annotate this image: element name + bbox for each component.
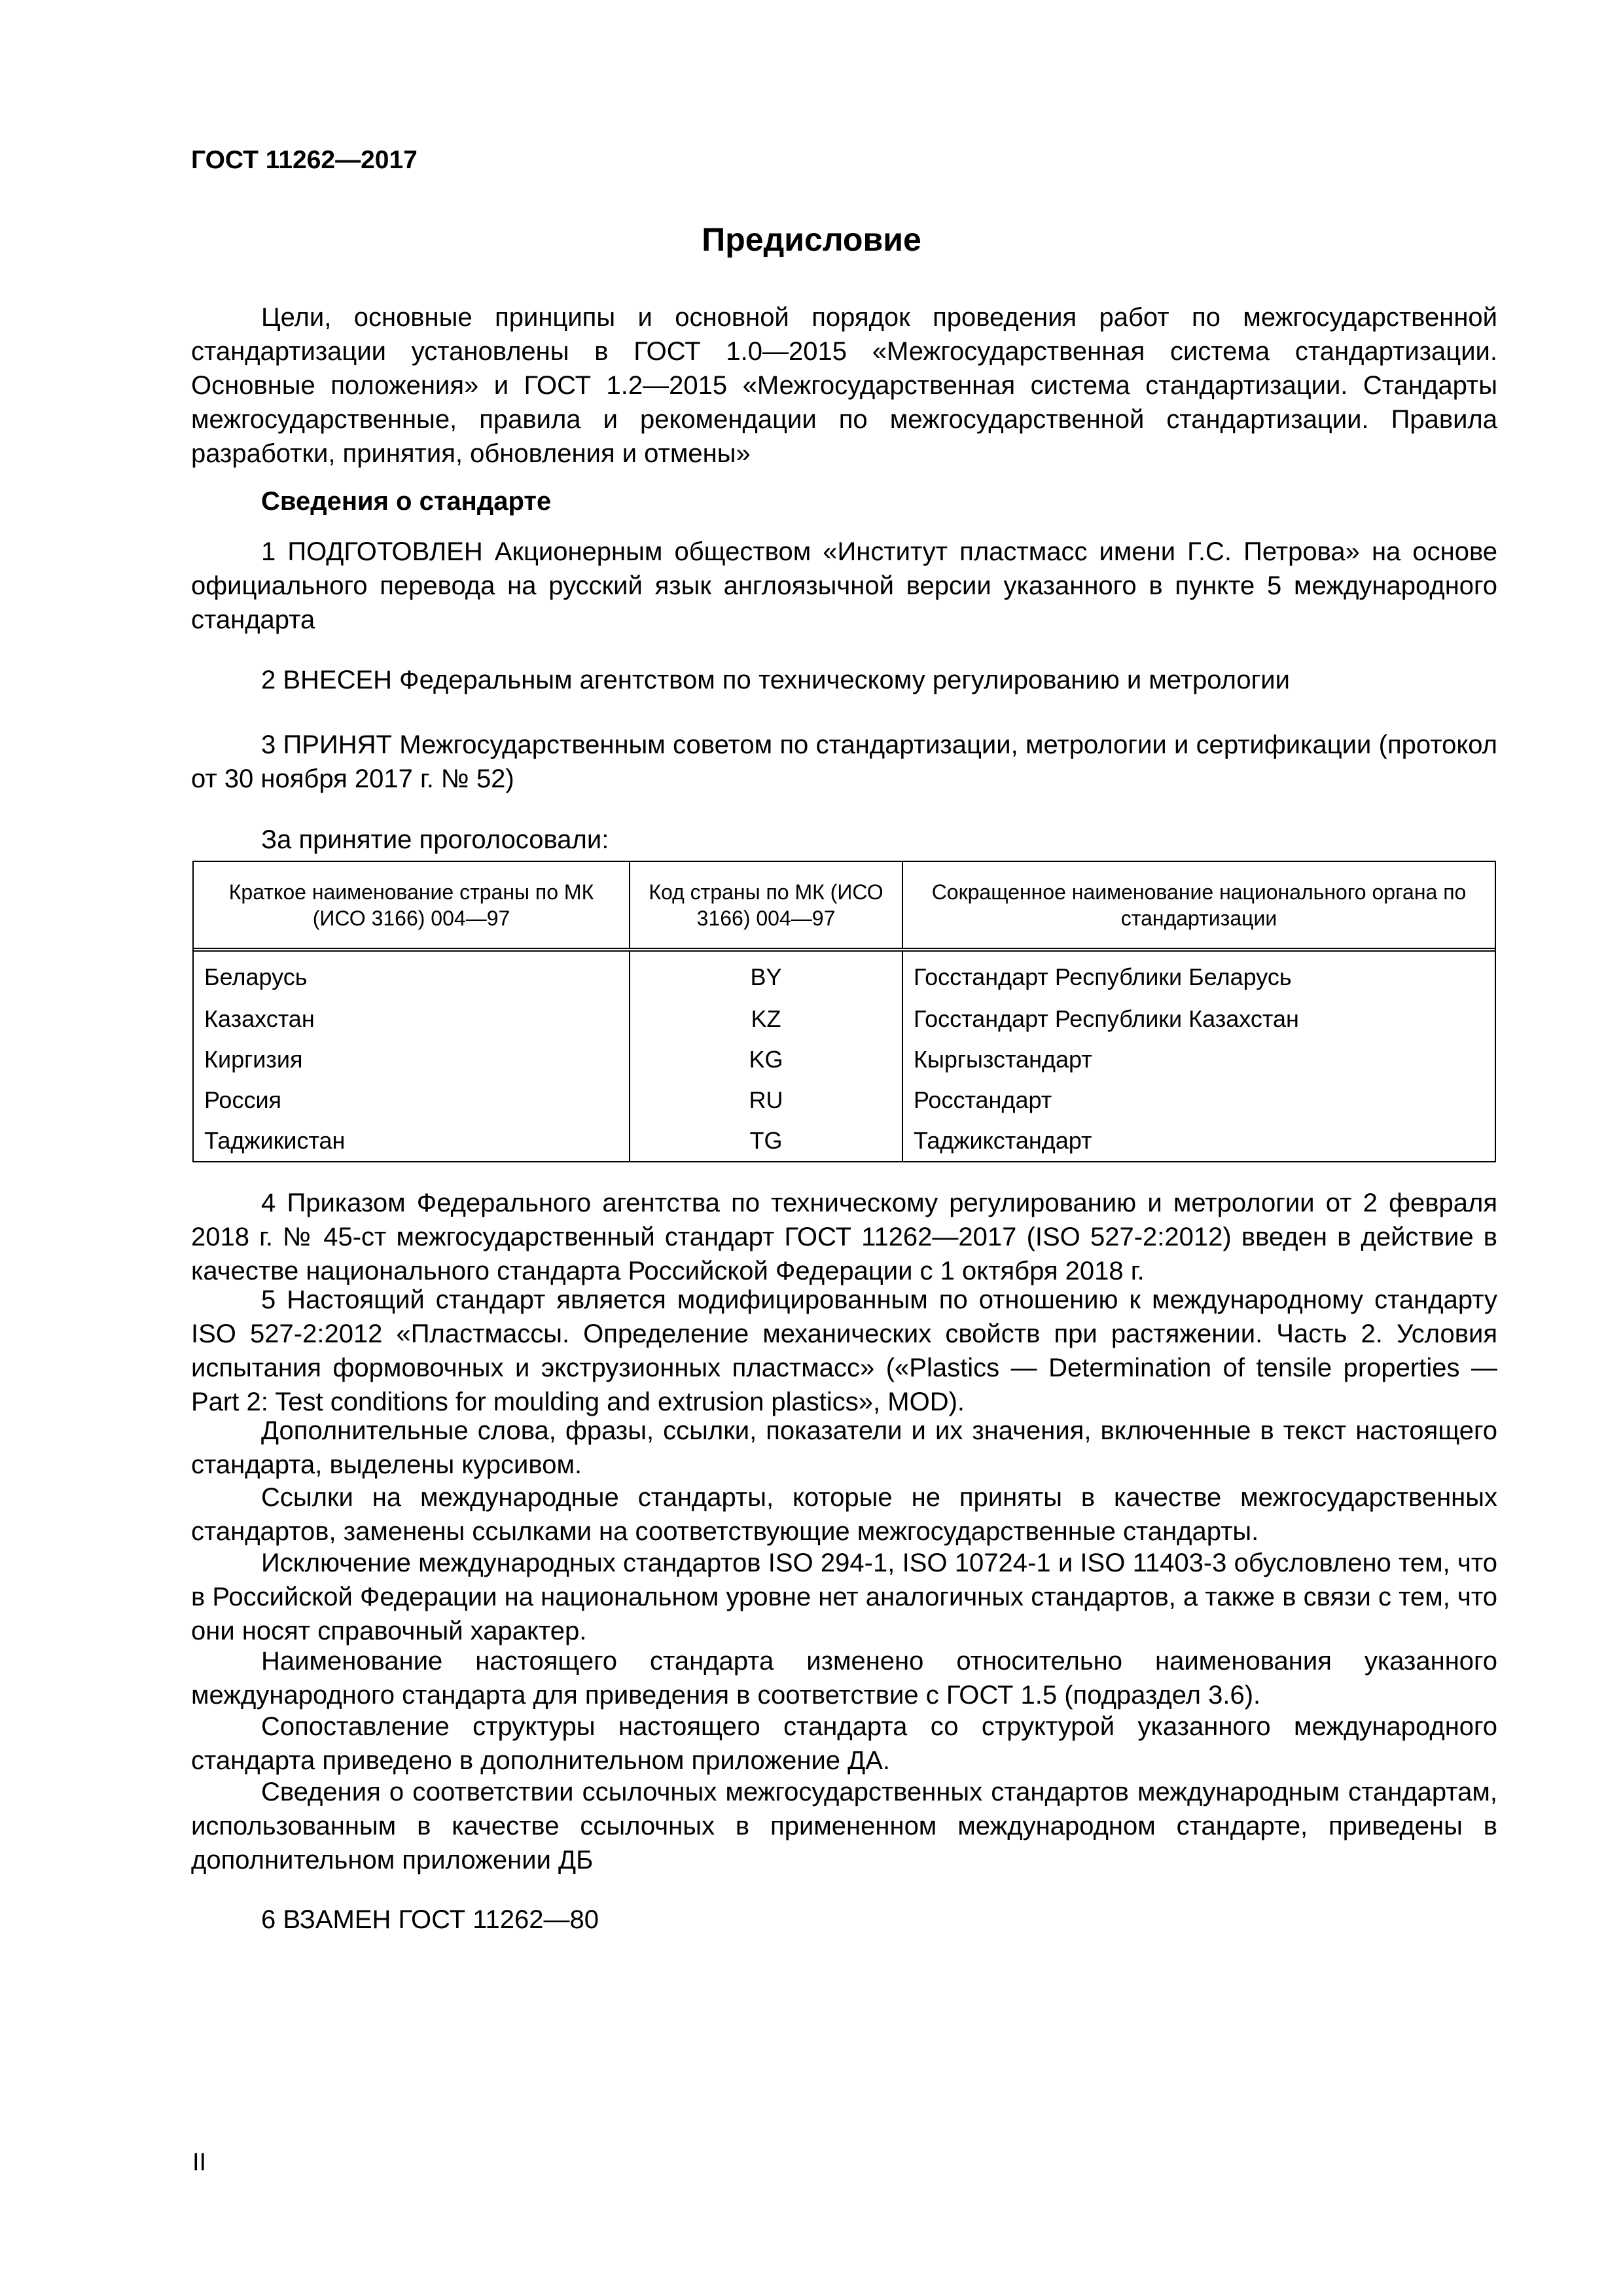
table-row [194, 1080, 1495, 1121]
item-5-paragraph: 5 Настоящий стандарт является модифицированным по отношению к международному стандарту ISO 527-2:2012 «Пластмассы. Определение механических свойств при растяжении. Часть 2. Условия испытания формовочных и экструзионных пластмасс» («Plastics — Determination of tensile properties — Part 2: Test conditions for moulding and extrusion plastics», MOD). [191, 1285, 1497, 1416]
page-title: Предисловие [702, 221, 921, 258]
document-code: ГОСТ 11262—2017 [191, 146, 418, 174]
country-code-cell: KZ [630, 999, 902, 1039]
item-5-name-change: Наименование настоящего стандарта изменено относительно наименования указанного международного стандарта для приведения в соответствие с ГОСТ 1.5 (подраздел 3.6). [191, 1647, 1497, 1710]
national-body-cell: Таджикстандарт [902, 1121, 1495, 1161]
item-5-structure: Сопоставление структуры настоящего стандарта со структурой указанного международного стандарта приведено в дополнительном приложение ДА. [191, 1712, 1497, 1775]
item-5-reference-standards: Сведения о соответствии ссылочных межгосударственных стандартов международным стандартам, использованным в качестве ссылочных в примененном международном стандарте, приведены в дополнительном приложении ДБ [191, 1778, 1497, 1874]
vote-intro: За принятие проголосовали: [261, 825, 609, 854]
country-code-cell: BY [630, 950, 902, 999]
item-5-exclusion: Исключение международных стандартов ISO 294-1, ISO 10724-1 и ISO 11403-3 обусловлено тем, что в Российской Федерации на национальном уровне нет аналогичных стандартов, а также в связи с тем, что они носят справочный характер. [191, 1549, 1497, 1645]
country-name-cell: Киргизия [204, 1046, 303, 1073]
voting-table [192, 861, 1496, 1162]
table-row [194, 1121, 1495, 1161]
item-4-paragraph: 4 Приказом Федерального агентства по техническому регулированию и метрологии от 2 февраля 2018 г. № 45-ст межгосударственный стандарт ГОСТ 11262—2017 (ISO 527-2:2012) введен в действие в качестве национального стандарта Российской Федерации с 1 октября 2018 г. [191, 1189, 1497, 1285]
table-header-row [194, 862, 1495, 950]
national-body-cell: Госстандарт Республики Казахстан [902, 999, 1495, 1039]
table-header-national-body: Сокращенное наименование национального органа по стандартизации [902, 862, 1495, 950]
intro-paragraph: Цели, основные принципы и основной порядок проведения работ по межгосударственной стандартизации установлены в ГОСТ 1.0—2015 «Межгосударственная система стандартизации. Основные положения» и ГОСТ 1.2—2015 «Межгосударственная система стандартизации. Стандарты межгосударственные, правила и рекомендации по межгосударственной стандартизации. Правила разработки, принятия, обновления и отмены» [191, 303, 1497, 468]
table-row [194, 1039, 1495, 1080]
national-body-cell: Госстандарт Республики Беларусь [902, 950, 1495, 999]
table-row [194, 999, 1495, 1039]
section-heading: Сведения о стандарте [261, 487, 552, 516]
country-code-cell: RU [630, 1080, 902, 1121]
country-code-cell: TG [630, 1121, 902, 1161]
item-5-references: Ссылки на международные стандарты, которые не приняты в качестве межгосударственных стандартов, заменены ссылками на соответствующие межгосударственные стандарты. [191, 1483, 1497, 1546]
country-name-cell: Казахстан [204, 1005, 315, 1033]
table-header-country-name: Краткое наименование страны по МК (ИСО 3166) 004—97 [194, 862, 630, 950]
item-2-paragraph: 2 ВНЕСЕН Федеральным агентством по техническому регулированию и метрологии [261, 666, 1290, 694]
country-code-cell: KG [630, 1039, 902, 1080]
item-1-paragraph: 1 ПОДГОТОВЛЕН Акционерным обществом «Институт пластмасс имени Г.С. Петрова» на основе официального перевода на русский язык англоязычной версии указанного в пункте 5 международного стандарта [191, 537, 1497, 634]
table-row [194, 950, 1495, 999]
country-name-cell: Россия [204, 1086, 282, 1114]
country-name-cell: Таджикистан [204, 1127, 346, 1155]
table-header-country-code: Код страны по МК (ИСО 3166) 004—97 [630, 862, 902, 950]
country-name-cell: Беларусь [204, 963, 308, 991]
national-body-cell: Росстандарт [902, 1080, 1495, 1121]
national-body-cell: Кыргызстандарт [902, 1039, 1495, 1080]
item-6-paragraph: 6 ВЗАМЕН ГОСТ 11262—80 [261, 1905, 599, 1934]
page-number: II [192, 2149, 207, 2176]
item-3-paragraph: 3 ПРИНЯТ Межгосударственным советом по стандартизации, метрологии и сертификации (протокол от 30 ноября 2017 г. № 52) [191, 730, 1497, 793]
item-5-additional-words: Дополнительные слова, фразы, ссылки, показатели и их значения, включенные в текст настоящего стандарта, выделены курсивом. [191, 1416, 1497, 1479]
